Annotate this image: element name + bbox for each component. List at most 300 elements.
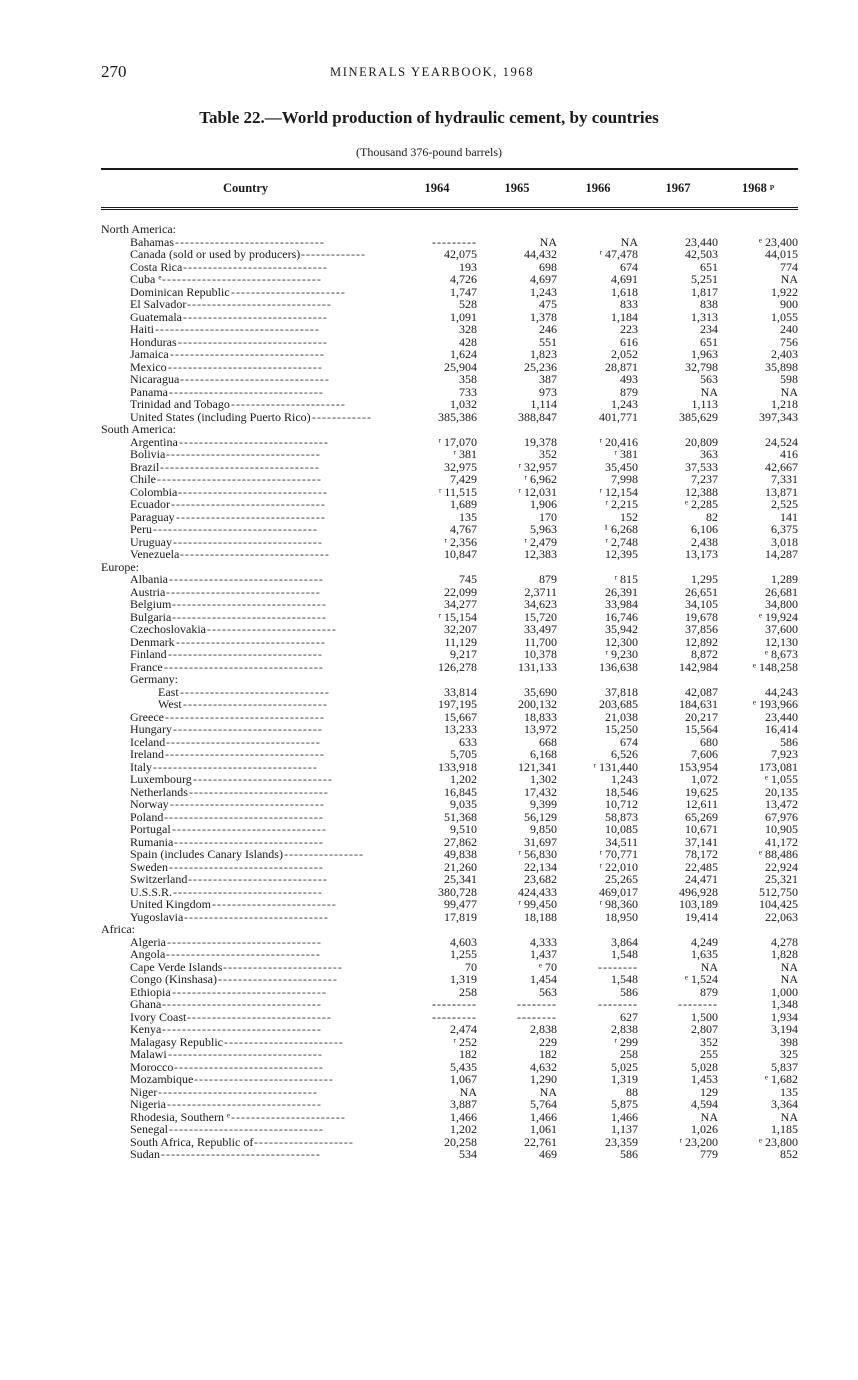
cell-1968: 14,287 [765,547,798,561]
cell-1964: 358 [459,372,477,386]
dot-leader: ------------------------ [224,1035,344,1048]
cell-1967: 10,671 [685,822,718,836]
cell-1965: 56,129 [524,809,557,824]
cell-1968: 5,837 [771,1059,798,1074]
cell-1966: 586 [620,1147,638,1161]
cell-1968: ᵉ 88,486 [758,847,798,861]
country-label: Costa Rica [130,259,183,274]
cell-1965: 1,906 [530,497,557,511]
cell-1967: NA [700,1109,718,1124]
header-1967: 1967 [665,181,691,195]
cell-1966: 5,875 [611,1097,638,1111]
cell-1968: 37,600 [765,622,798,636]
cell-1965: ʳ 32,957 [518,459,557,474]
cell-1965: 6,168 [530,747,557,761]
cell-1967: 680 [700,734,718,749]
country-label: Canada (sold or used by producers) [130,247,301,261]
region-row [0,423,858,436]
cell-1964: 1,255 [450,947,477,961]
dot-leader: ------------------------------ [180,373,330,386]
table-row [0,636,858,649]
cell-1968: 67,976 [765,809,798,824]
cell-1966: 12,300 [605,634,638,649]
cell-1968: 1,055 [771,309,798,324]
cell-1964: 27,862 [444,834,477,849]
table-row [0,661,858,674]
cell-1966: 469,017 [599,884,638,899]
cell-1966: 58,873 [605,809,638,824]
cell-1967: 37,533 [685,459,718,474]
cell-1966: ʳ 299 [614,1034,638,1049]
cell-1966: 15,250 [605,722,638,736]
table-row [0,848,858,861]
cell-1968: ᵉ 23,400 [758,234,798,249]
country-label: Sweden [130,859,168,874]
dot-leader: ------------------------------- [166,448,321,461]
dot-leader: ------------------------------- [171,498,326,511]
dot-leader: ------------------------------- [169,1123,324,1136]
dot-leader: ------------------------------- [168,648,323,661]
cell-1964: 33,814 [444,684,477,699]
cell-1965: NA [539,1084,557,1099]
cell-1966: 10,085 [605,822,638,836]
cell-1967: 22,485 [685,859,718,874]
header-1965: 1965 [504,181,530,195]
cell-1966: 5,025 [611,1059,638,1074]
table-title: Table 22.—World production of hydraulic cement, by countries [199,108,659,127]
country-label: Rhodesia, Southern ᵉ [130,1109,231,1124]
table-row [0,436,858,449]
cell-1965: 424,433 [518,884,557,899]
table-row [0,761,858,774]
cell-1968: 598 [780,372,798,386]
table-row [0,648,858,661]
country-label: Argentina [130,434,178,449]
cell-1965: -------- [517,997,557,1011]
cell-1967: 651 [700,334,718,349]
dot-leader: --------------------------------- [155,323,320,336]
country-label: Uruguay [130,534,172,549]
cell-1965: 22,134 [524,859,557,874]
cell-1968: 3,194 [771,1022,798,1036]
table-row [0,1136,858,1149]
cell-1968: 22,063 [765,909,798,924]
cell-1964: 528 [459,297,477,311]
cell-1967: 19,678 [685,609,718,624]
dot-leader: ------------------------------ [179,435,329,448]
country-label: Dominican Republic [130,284,230,299]
dot-leader: ------------------------------- [170,348,325,361]
cell-1964: 42,075 [444,247,477,261]
cell-1966: 35,450 [605,459,638,474]
cell-1967: 1,635 [691,947,718,961]
cell-1965: 698 [539,259,557,274]
cell-1965: 11,700 [524,634,557,649]
cell-1966: ʳ 2,748 [605,534,638,549]
dot-leader: ------------------------------- [172,598,327,611]
cell-1967: 1,453 [691,1072,718,1086]
table-row [0,398,858,411]
dot-leader: ------------------------ [223,960,343,973]
cell-1966: ʳ 815 [614,572,638,586]
cell-1968: 22,924 [765,859,798,874]
table-row [0,861,858,874]
cell-1967: 32,798 [685,359,718,374]
table-row [0,461,858,474]
cell-1968: ᵉ 148,258 [752,659,798,674]
dot-leader: ------------------------- [212,898,337,911]
cell-1965: 352 [539,447,557,461]
cell-1965: ʳ 6,962 [524,472,557,486]
cell-1968: ᵉ 1,682 [764,1072,798,1086]
dot-leader: ------------------------------- [166,585,321,598]
dot-leader: ------------------------------- [167,1098,322,1111]
country-label: Sudan [130,1147,160,1161]
table-row [0,723,858,736]
cell-1965: 200,132 [518,697,557,711]
country-label: Mexico [130,359,167,374]
table-row [0,811,858,824]
cell-1964: 1,747 [450,284,477,299]
dot-leader: ------------------------------ [173,723,323,736]
country-label: Honduras [130,334,177,349]
cell-1965: 388,847 [518,409,557,424]
cell-1964: NA [459,1084,477,1099]
cell-1964: 25,341 [444,872,477,886]
cell-1964: 745 [459,572,477,586]
table-row [0,986,858,999]
table-row [0,573,858,586]
cell-1968: NA [780,1109,798,1124]
table-row [0,311,858,324]
region-label: South America: [101,422,176,436]
dot-leader: ------------------------------ [176,510,326,523]
cell-1964: 15,667 [444,709,477,724]
cell-1965: 25,236 [524,359,557,374]
cell-1967: ᵉ 2,285 [684,497,718,511]
cell-1968: 774 [780,259,798,274]
cell-1965: 170 [539,509,557,524]
cell-1964: 5,705 [450,747,477,761]
cell-1965: 44,432 [524,247,557,261]
cell-1964: 385,386 [438,409,477,424]
cell-1965: 22,761 [524,1134,557,1149]
cell-1965: 4,697 [530,272,557,286]
cell-1966: 1,137 [611,1122,638,1136]
table-row [0,1123,858,1136]
cell-1965: ʳ 99,450 [518,897,557,911]
country-label: Netherlands [130,784,188,799]
cell-1966: 35,942 [605,622,638,636]
table-row [0,686,858,699]
running-head: MINERALS YEARBOOK, 1968 [330,65,535,79]
country-label: Greece [130,709,164,724]
cell-1968: 25,321 [765,872,798,886]
cell-1965: 4,333 [530,934,557,949]
table-subtitle: (Thousand 376-pound barrels) [356,145,502,159]
dot-leader: --------------------------------- [153,760,318,773]
country-label: South Africa, Republic of [130,1134,254,1149]
cell-1966: 28,871 [605,359,638,374]
table-row [0,936,858,949]
cell-1967: 103,189 [679,897,718,911]
cell-1968: 12,130 [765,634,798,649]
table-row [0,961,858,974]
country-label: Jamaica [130,347,169,361]
dot-leader: ---------------------------- [193,773,333,786]
country-label: Mozambique [130,1072,194,1086]
country-label: Denmark [130,634,175,649]
cell-1968: 1,934 [771,1009,798,1024]
cell-1967: 20,809 [685,434,718,449]
table-row [0,748,858,761]
cell-1964: ʳ 2,356 [444,534,477,549]
table-row [0,698,858,711]
cell-1968: ᵉ 193,966 [752,697,798,711]
cell-1965: 18,833 [524,709,557,724]
cell-1966: 1,243 [611,772,638,786]
dot-leader: ----------------------- [231,1110,346,1123]
header-bottom-rule-2 [101,209,798,210]
country-label: Ecuador [130,497,170,511]
cell-1965: 12,383 [524,547,557,561]
cell-1966: 16,746 [605,609,638,624]
country-label: Bahamas [130,234,174,249]
cell-1964: ʳ 252 [453,1034,477,1049]
cell-1967: 5,028 [691,1059,718,1074]
dot-leader: -------------------------------- [162,998,322,1011]
cell-1967: 24,471 [685,872,718,886]
cell-1965: ʳ 2,479 [524,534,557,549]
dot-leader: --------------------------------- [157,473,322,486]
table-row [0,536,858,549]
cell-1967: 1,817 [691,284,718,299]
region-row [0,923,858,936]
table-row [0,1048,858,1061]
dot-leader: ------------------------------- [172,823,327,836]
cell-1965: 31,697 [524,834,557,849]
country-label: Nicaragua [130,372,180,386]
cell-1967: 37,856 [685,622,718,636]
cell-1964: 70 [465,959,477,974]
table-row [0,1011,858,1024]
cell-1964: 193 [459,259,477,274]
table-row [0,898,858,911]
cell-1966: -------- [598,959,638,974]
cell-1967: 2,438 [691,534,718,549]
cell-1968: 42,667 [765,459,798,474]
cell-1964: --------- [432,234,477,249]
cell-1967: 4,594 [691,1097,718,1111]
country-label: Senegal [130,1122,168,1136]
cell-1965: 121,341 [518,759,557,774]
dot-leader: ------------------------------ [178,485,328,498]
cell-1966: 37,818 [605,684,638,699]
table-row [0,998,858,1011]
cell-1968: 13,871 [765,484,798,499]
cell-1966: 1,548 [611,972,638,986]
dot-leader: ---------------------------- [188,873,328,886]
cell-1967: 234 [700,322,718,336]
cell-1964: 2,474 [450,1022,477,1036]
cell-1968: 173,081 [759,759,798,774]
table-row [0,386,858,399]
dot-leader: -------------------------------- [158,1085,318,1098]
cell-1967: 838 [700,297,718,311]
cell-1968: NA [780,272,798,286]
table-row [0,323,858,336]
dot-leader: ------------------------------ [178,335,328,348]
cell-1967: 1,963 [691,347,718,361]
cell-1968: NA [780,972,798,986]
cell-1966: 674 [620,734,638,749]
country-label: Ghana [130,997,162,1011]
region-label: Africa: [101,922,135,936]
cell-1964: 182 [459,1047,477,1061]
cell-1964: ʳ 381 [453,447,477,461]
cell-1964: 1,202 [450,1122,477,1136]
cell-1966: -------- [598,997,638,1011]
country-label: Congo (Kinshasa) [130,972,217,986]
cell-1966: 493 [620,372,638,386]
cell-1967: 142,984 [679,659,718,674]
cell-1965: 387 [539,372,557,386]
cell-1967: 352 [700,1034,718,1049]
cell-1965: 475 [539,297,557,311]
dot-leader: ----------------------------- [183,260,328,273]
country-label: Germany: [130,672,178,686]
country-label: East [158,684,179,699]
cell-1967: 12,388 [685,484,718,499]
cell-1965: 5,963 [530,522,557,536]
cell-1968: 24,524 [765,434,798,449]
cell-1967: 34,105 [685,597,718,611]
country-label: Iceland [130,734,166,749]
cell-1968: NA [780,384,798,399]
cell-1966: 25,265 [605,872,638,886]
cell-1964: 197,195 [438,697,477,711]
country-label: Paraguay [130,509,175,524]
cell-1964: 1,067 [450,1072,477,1086]
dot-leader: --------------------------------- [153,523,318,536]
country-label: West [158,697,182,711]
country-label: United Kingdom [130,897,211,911]
cell-1964: 51,368 [444,809,477,824]
dot-leader: ------------------------------ [175,235,325,248]
cell-1967: 20,217 [685,709,718,724]
cell-1964: 16,845 [444,784,477,799]
cell-1965: 1,243 [530,284,557,299]
dot-leader: -------------------------------- [165,710,325,723]
cell-1968: 3,364 [771,1097,798,1111]
cell-1965: 13,972 [524,722,557,736]
cell-1964: 534 [459,1147,477,1161]
dot-leader: ----------------------------- [187,298,332,311]
header-1968: 1968 ᵖ [741,181,775,195]
cell-1966: 12,395 [605,547,638,561]
cell-1964: 17,819 [444,909,477,924]
cell-1967: 129 [700,1084,718,1099]
dot-leader: ----------------------------- [184,910,329,923]
cell-1965: 469 [539,1147,557,1161]
cell-1966: ʳ 381 [614,447,638,461]
table-row [0,248,858,261]
dot-leader: ------------------------------ [180,548,330,561]
cell-1965: 131,133 [518,659,557,674]
cell-1964: 428 [459,334,477,349]
cell-1967: 5,251 [691,272,718,286]
cell-1965: 1,437 [530,947,557,961]
cell-1966: ¹ 6,268 [604,522,638,536]
cell-1967: 496,928 [679,884,718,899]
country-label: United States (including Puerto Rico) [130,409,311,424]
country-label: Morocco [130,1059,174,1074]
cell-1965: 229 [539,1034,557,1049]
dot-leader: -------------------------------- [164,810,324,823]
cell-1964: 1,319 [450,972,477,986]
dot-leader: -------------------------------- [162,1023,322,1036]
table-row [0,711,858,724]
table-row [0,611,858,624]
cell-1966: 1,618 [611,284,638,299]
cell-1964: 4,603 [450,934,477,949]
cell-1968: 4,278 [771,934,798,949]
country-label: Spain (includes Canary Islands) [130,847,283,861]
cell-1968: 756 [780,334,798,349]
table-row [0,1098,858,1111]
dot-leader: ------------------------------- [166,735,321,748]
dot-leader: ------------------------------- [169,860,324,873]
cell-1967: 879 [700,984,718,999]
cell-1964: 4,767 [450,522,477,536]
cell-1965: 19,378 [524,434,557,449]
country-label: Albania [130,572,168,586]
country-label: Czechoslovakia [130,622,206,636]
cell-1964: 1,202 [450,772,477,786]
cell-1968: 1,828 [771,947,798,961]
dot-leader: ----------------------------- [187,1010,332,1023]
cell-1966: 23,359 [605,1134,638,1149]
dot-leader: ------------------------------- [166,948,321,961]
cell-1968: 397,343 [759,409,798,424]
country-label: Rumania [130,834,174,849]
cell-1968: 416 [780,447,798,461]
cell-1966: ʳ 70,771 [599,847,638,861]
cell-1966: 1,243 [611,397,638,411]
table-row [0,261,858,274]
cell-1967: 184,631 [679,697,718,711]
dot-leader: ------------------------------- [172,610,327,623]
cell-1967: -------- [678,997,718,1011]
cell-1967: 26,651 [685,584,718,599]
dot-leader: ---------------------------- [189,785,329,798]
cell-1967: 779 [700,1147,718,1161]
cell-1965: 2,3711 [524,584,557,599]
cell-1964: 733 [459,384,477,399]
country-label: Norway [130,797,169,811]
cell-1968: 1,185 [771,1122,798,1136]
dot-leader: ------------- [301,248,366,261]
cell-1964: 21,260 [444,859,477,874]
region-row [0,223,858,236]
dot-leader: ------------------------------ [173,535,323,548]
cell-1968: 398 [780,1034,798,1049]
cell-1964: 9,217 [450,647,477,661]
cell-1965: 9,850 [530,822,557,836]
table-row [0,336,858,349]
dot-leader: -------------------------------- [164,660,324,673]
cell-1966: ʳ 98,360 [599,897,638,911]
